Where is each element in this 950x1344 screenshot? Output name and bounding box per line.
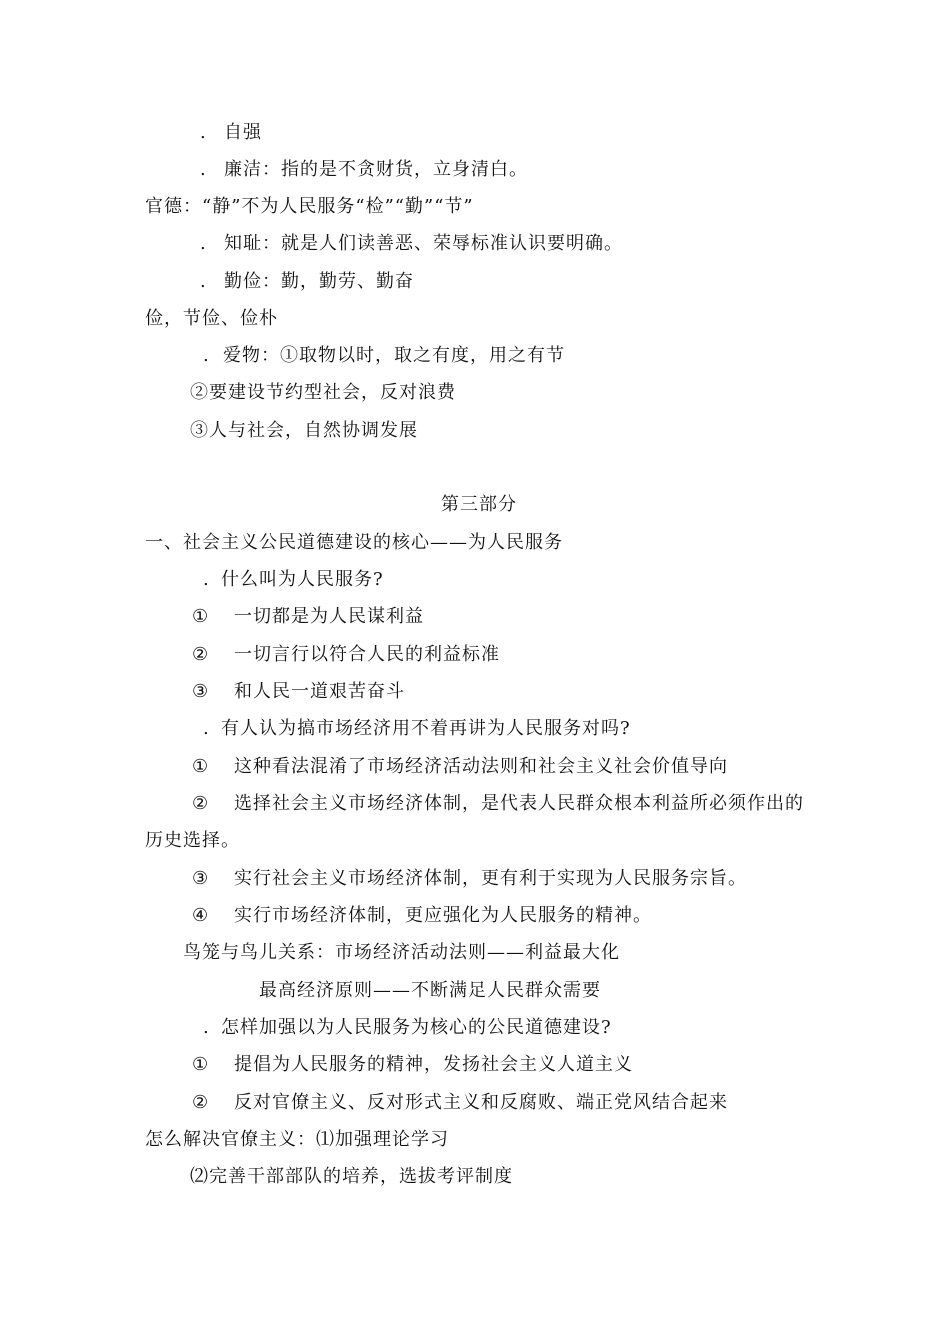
item-text: 廉洁：指的是不贪财货，立身清白。 — [224, 159, 528, 180]
item-number: ② — [192, 644, 210, 665]
item-number: ② — [192, 1092, 210, 1113]
item-text: 一切都是为人民谋利益 — [234, 606, 424, 627]
item-text: 什么叫为人民服务? — [221, 569, 384, 590]
item-text: 知耻：就是人们读善恶、荣辱标准认识要明确。 — [224, 233, 623, 254]
item-cherish-things — [203, 345, 565, 367]
item-marker: . — [200, 233, 207, 254]
item-number: ② — [192, 793, 210, 814]
item-marker: . — [200, 122, 207, 143]
question-heading — [203, 569, 384, 591]
item-text: 一切言行以符合人民的利益标准 — [234, 644, 500, 665]
question-heading — [203, 1017, 612, 1039]
item-number: ③ — [192, 681, 210, 702]
item-number: ① — [192, 1054, 210, 1075]
item-text: 提倡为人民服务的精神，发扬社会主义人道主义 — [234, 1054, 633, 1075]
item-text: 反对官僚主义、反对形式主义和反腐败、端正党风结合起来 — [234, 1092, 728, 1113]
item-text: 和人民一道艰苦奋斗 — [234, 681, 405, 702]
item-marker: . — [203, 569, 210, 590]
item-text: 有人认为搞市场经济用不着再讲为人民服务对吗? — [221, 718, 631, 739]
numbered-item — [192, 756, 728, 778]
subitem-line: ②要建设节约型社会，反对浪费 — [190, 382, 456, 403]
item-marker: . — [200, 159, 207, 180]
item-text: 这种看法混淆了市场经济活动法则和社会主义社会价值导向 — [234, 756, 728, 777]
numbered-item — [192, 606, 424, 628]
numbered-item — [192, 1054, 633, 1076]
item-marker: . — [203, 345, 210, 366]
item-number: ① — [192, 756, 210, 777]
item-integrity — [200, 159, 528, 181]
numbered-item — [192, 681, 405, 703]
item-text: 选择社会主义市场经济体制，是代表人民群众根本利益所必须作出的 — [234, 793, 804, 814]
subitem-line: ③人与社会，自然协调发展 — [190, 420, 418, 441]
item-text: 自强 — [224, 122, 262, 143]
numbered-item — [192, 793, 804, 815]
item-marker: . — [203, 718, 210, 739]
item-text: 实行社会主义市场经济体制，更有利于实现为人民服务宗旨。 — [234, 868, 747, 889]
item-diligence-thrift — [200, 271, 414, 293]
question-heading — [203, 718, 631, 740]
item-marker: . — [200, 271, 207, 292]
section-heading: 一、社会主义公民道德建设的核心——为人民服务 — [145, 532, 563, 553]
item-text: 怎样加强以为人民服务为核心的公民道德建设? — [221, 1017, 612, 1038]
section-title: 第三部分 — [441, 494, 517, 515]
numbered-item — [192, 644, 500, 666]
item-text: 爱物：①取物以时，取之有度，用之有节 — [223, 345, 565, 366]
thrift-continuation: 俭，节俭、俭朴 — [145, 308, 278, 329]
numbered-item — [192, 905, 652, 927]
item-self-strength — [200, 122, 262, 144]
official-virtue-line: 官德：“静”不为人民服务“检”“勤”“节” — [145, 196, 474, 217]
item-marker: . — [203, 1017, 210, 1038]
analogy-line: 鸟笼与鸟儿关系：市场经济活动法则——利益最大化 — [183, 942, 620, 963]
numbered-item — [192, 1092, 728, 1114]
item-text: 实行市场经济体制，更应强化为人民服务的精神。 — [234, 905, 652, 926]
item-number: ① — [192, 606, 210, 627]
numbered-item — [192, 868, 747, 890]
wrapped-line: 历史选择。 — [145, 830, 240, 851]
analogy-line: 最高经济原则——不断满足人民群众需要 — [259, 980, 601, 1001]
item-sense-of-shame — [200, 233, 623, 255]
item-text: 勤俭：勤，勤劳、勤奋 — [224, 271, 414, 292]
bureaucracy-solution-line: 怎么解决官僚主义：⑴加强理论学习 — [145, 1129, 449, 1150]
item-number: ③ — [192, 868, 210, 889]
item-number: ④ — [192, 905, 210, 926]
subitem-line: ⑵完善干部部队的培养，选拔考评制度 — [190, 1166, 513, 1187]
